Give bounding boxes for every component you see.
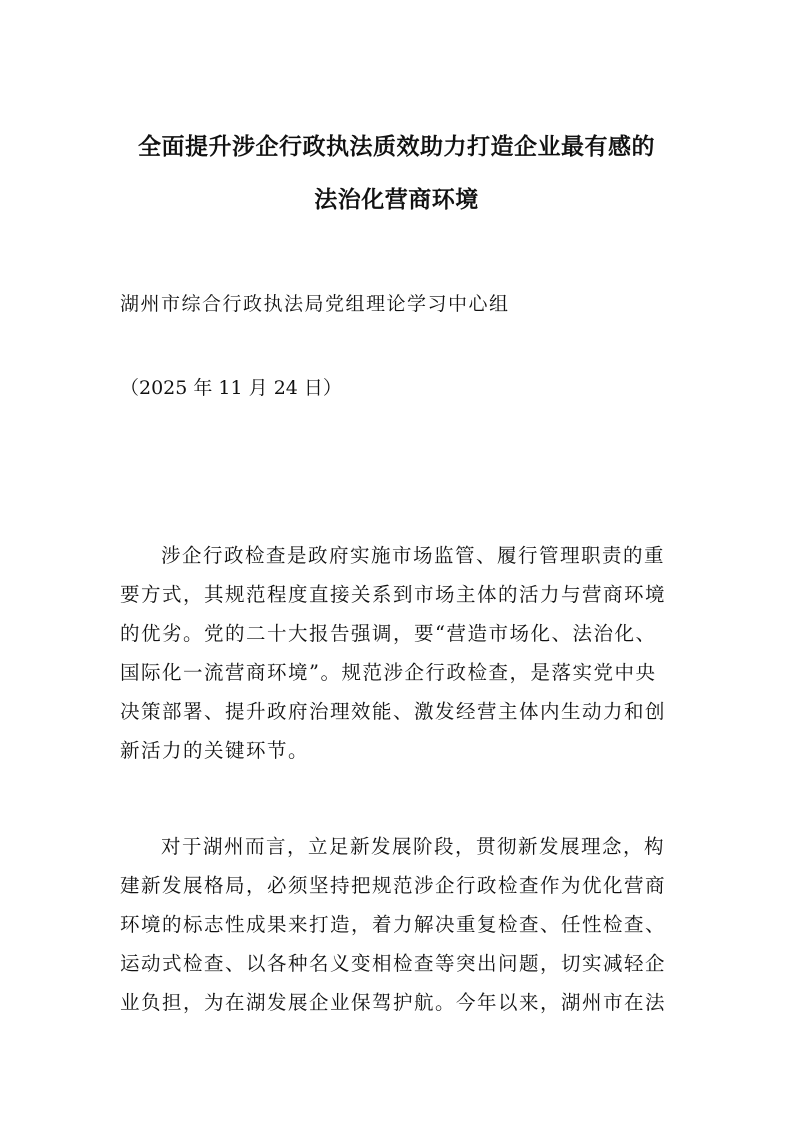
document-title-line-1: 全面提升涉企行政执法质效助力打造企业最有感的 bbox=[138, 134, 655, 160]
paragraph-line: 决策部署、提升政府治理效能、激发经营主体内生动力和创 bbox=[120, 700, 667, 723]
paragraph-line: 新活力的关键环节。 bbox=[120, 739, 310, 762]
paragraph-line: 国际化一流营商环境”。规范涉企行政检查，是落实党中央 bbox=[120, 661, 657, 684]
document-date: （2025 年 11 月 24 日） bbox=[120, 377, 342, 399]
paragraph-line: 要方式，其规范程度直接关系到市场主体的活力与营商环境 bbox=[120, 583, 667, 606]
paragraph-line: 的优劣。党的二十大报告强调，要“营造市场化、法治化、 bbox=[120, 622, 657, 645]
paragraph-line: 环境的标志性成果来打造，着力解决重复检查、任性检查、 bbox=[120, 913, 667, 936]
paragraph-1 bbox=[120, 536, 676, 770]
paragraph-line: 业负担，为在湖发展企业保驾护航。今年以来，湖州市在法 bbox=[120, 991, 667, 1014]
paragraph-line: 建新发展格局，必须坚持把规范涉企行政检查作为优化营商 bbox=[120, 874, 667, 897]
paragraph-2 bbox=[120, 827, 676, 1022]
paragraph-line: 运动式检查、以各种名义变相检查等突出问题，切实减轻企 bbox=[120, 952, 667, 975]
author-organization: 湖州市综合行政执法局党组理论学习中心组 bbox=[120, 293, 510, 315]
paragraph-line: 对于湖州而言，立足新发展阶段，贯彻新发展理念，构 bbox=[161, 835, 666, 858]
paragraph-line: 涉企行政检查是政府实施市场监管、履行管理职责的重 bbox=[161, 544, 666, 567]
document-title-line-2: 法治化营商环境 bbox=[314, 187, 479, 213]
